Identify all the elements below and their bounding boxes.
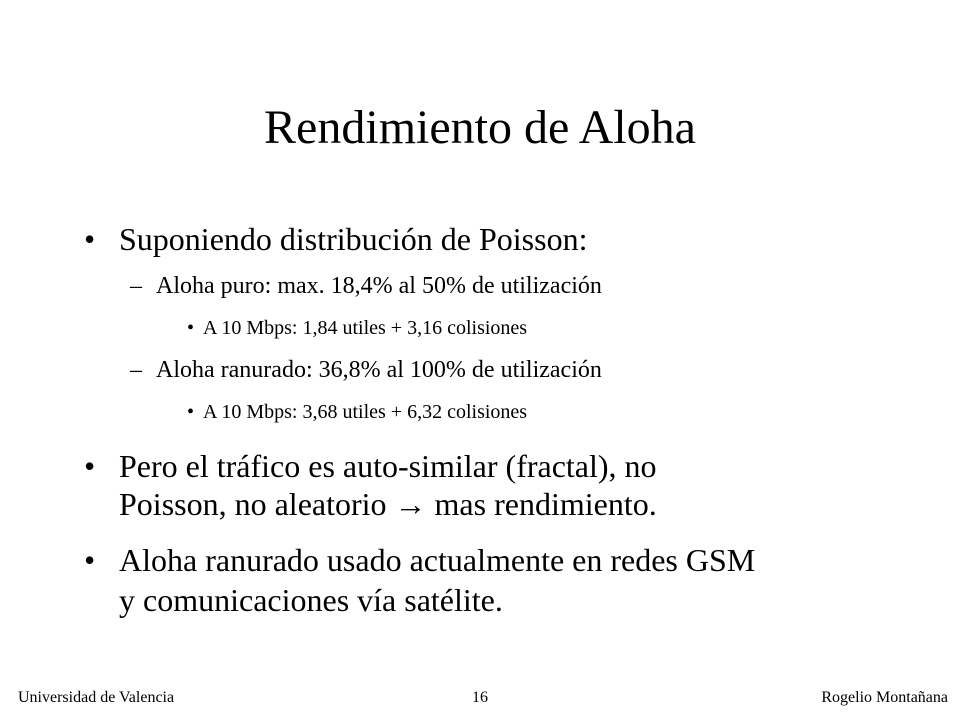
sub-sub-bullet-text: A 10 Mbps: 1,84 utiles + 3,16 colisiones <box>203 317 528 339</box>
sub-sub-bullet-marker: • <box>187 401 195 423</box>
bullet-marker: • <box>84 542 96 578</box>
bullet-text-line: Aloha ranurado usado actualmente en redes GSM <box>119 542 756 578</box>
bullet-marker: • <box>84 221 96 257</box>
bullet-text: Suponiendo distribución de Poisson: <box>119 221 588 257</box>
slide-title: Rendimiento de Aloha <box>264 101 696 154</box>
sub-bullet-marker: – <box>130 357 142 383</box>
sub-sub-bullet-text: A 10 Mbps: 3,68 utiles + 6,32 colisiones <box>203 401 528 423</box>
bullet-text-line: y comunicaciones vía satélite. <box>119 582 503 618</box>
bullet-text-line: Poisson, no aleatorio → mas rendimiento. <box>119 486 657 522</box>
sub-bullet-text: Aloha puro: max. 18,4% al 50% de utilización <box>156 273 602 299</box>
page-number: 16 <box>472 689 488 706</box>
bullet-marker: • <box>84 448 96 484</box>
footer-institution: Universidad de Valencia <box>18 689 175 706</box>
sub-sub-bullet-marker: • <box>187 317 195 339</box>
sub-bullet-text: Aloha ranurado: 36,8% al 100% de utilización <box>156 357 602 383</box>
footer-author: Rogelio Montañana <box>821 689 948 706</box>
sub-bullet-marker: – <box>130 273 142 299</box>
bullet-text-line: Pero el tráfico es auto-similar (fractal), no <box>119 448 657 484</box>
